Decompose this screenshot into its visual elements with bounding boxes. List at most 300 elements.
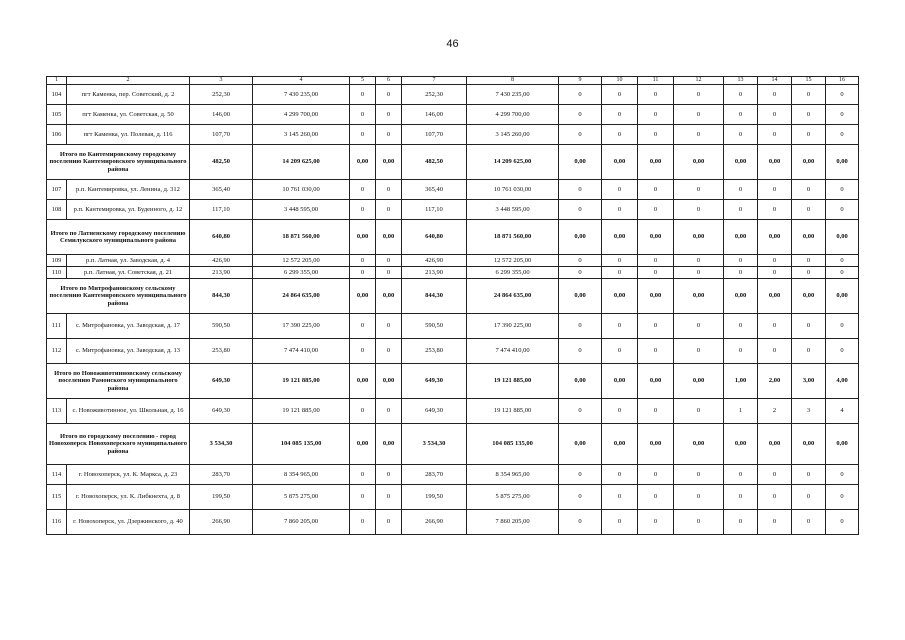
address-cell: р.п. Кантемировка, ул. Буденного, д. 12	[67, 200, 190, 220]
column-number: 15	[792, 77, 826, 85]
row-number: 116	[47, 510, 67, 535]
table-cell: 0	[350, 267, 376, 279]
table-cell: 0	[724, 105, 758, 125]
table-cell: 0	[674, 105, 724, 125]
table-cell: 0	[674, 510, 724, 535]
table-cell: 0	[674, 314, 724, 339]
table-cell: 0	[826, 255, 859, 267]
table-cell: 107,70	[402, 125, 467, 145]
table-cell: 0,00	[559, 145, 602, 180]
table-cell: 0	[674, 267, 724, 279]
table-cell: 8 354 965,00	[253, 465, 350, 485]
table-cell: 1	[724, 399, 758, 424]
table-cell: 0	[724, 180, 758, 200]
table-cell: 0,00	[376, 364, 402, 399]
address-cell: с. Митрофановка, ул. Заводская, д. 13	[67, 339, 190, 364]
table-row	[47, 105, 859, 125]
row-number: 112	[47, 339, 67, 364]
table-cell: 0	[602, 339, 638, 364]
table-row	[47, 510, 859, 535]
table-cell: 0	[602, 465, 638, 485]
row-number: 110	[47, 267, 67, 279]
table-cell: 0,00	[350, 364, 376, 399]
table-cell: 0	[792, 267, 826, 279]
table-cell: 6 299 355,00	[467, 267, 559, 279]
table-cell: 0	[724, 125, 758, 145]
subtotal-row	[47, 364, 859, 399]
table-cell: 0	[559, 180, 602, 200]
table-cell: 0	[350, 200, 376, 220]
table-cell: 0	[724, 200, 758, 220]
row-number: 108	[47, 200, 67, 220]
table-cell: 17 390 225,00	[467, 314, 559, 339]
table-cell: 0	[674, 85, 724, 105]
table-cell: 0,00	[792, 424, 826, 465]
table-cell: 0	[792, 314, 826, 339]
table-cell: 0,00	[559, 220, 602, 255]
row-number: 109	[47, 255, 67, 267]
table-cell: 1,00	[724, 364, 758, 399]
table-cell: 14 209 625,00	[467, 145, 559, 180]
table-cell: 0,00	[826, 220, 859, 255]
table-cell: 0	[376, 255, 402, 267]
table-row	[47, 180, 859, 200]
table-cell: 0	[350, 510, 376, 535]
table-cell: 0,00	[758, 220, 792, 255]
table-cell: 213,90	[402, 267, 467, 279]
table-cell: 0	[826, 339, 859, 364]
table-cell: 4,00	[826, 364, 859, 399]
table-cell: 0	[638, 339, 674, 364]
table-cell: 0,00	[674, 424, 724, 465]
subtotal-row	[47, 424, 859, 465]
table-cell: 0	[826, 180, 859, 200]
table-cell: 10 761 030,00	[467, 180, 559, 200]
table-cell: 0	[792, 85, 826, 105]
table-cell: 590,50	[402, 314, 467, 339]
table-cell: 3 448 595,00	[467, 200, 559, 220]
table-cell: 19 121 885,00	[253, 364, 350, 399]
table-cell: 0	[376, 180, 402, 200]
table-cell: 0	[758, 180, 792, 200]
table-cell: 0	[758, 125, 792, 145]
table-cell: 0	[602, 180, 638, 200]
address-cell: р.п. Латная, ул. Заводская, д. 4	[67, 255, 190, 267]
table-cell: 0,00	[350, 145, 376, 180]
table-row	[47, 85, 859, 105]
table-cell: 426,90	[402, 255, 467, 267]
table-cell: 365,40	[402, 180, 467, 200]
table-cell: 0,00	[376, 424, 402, 465]
table-cell: 117,10	[190, 200, 253, 220]
page-number: 46	[446, 38, 459, 50]
table-cell: 0	[638, 510, 674, 535]
table-cell: 146,00	[402, 105, 467, 125]
table-cell: 0	[758, 510, 792, 535]
table-cell: 0,00	[376, 145, 402, 180]
table-row	[47, 314, 859, 339]
table-cell: 266,90	[190, 510, 253, 535]
table-cell: 0	[602, 85, 638, 105]
table-cell: 0	[559, 510, 602, 535]
table-cell: 0,00	[724, 220, 758, 255]
table-cell: 649,30	[402, 399, 467, 424]
table-cell: 24 864 635,00	[253, 279, 350, 314]
table-cell: 14 209 625,00	[253, 145, 350, 180]
table-cell: 24 864 635,00	[467, 279, 559, 314]
table-cell: 0	[674, 180, 724, 200]
table-cell: 0	[724, 485, 758, 510]
table-cell: 0,00	[724, 424, 758, 465]
row-number: 107	[47, 180, 67, 200]
subtotal-label: Итого по Кантемировскому городскому поселению Кантемировского муниципального района	[47, 145, 190, 180]
table-cell: 0	[758, 105, 792, 125]
table-cell: 199,50	[402, 485, 467, 510]
table-cell: 0	[826, 485, 859, 510]
table-cell: 5 875 275,00	[467, 485, 559, 510]
table-cell: 0	[792, 105, 826, 125]
table-cell: 3 448 595,00	[253, 200, 350, 220]
row-number: 105	[47, 105, 67, 125]
table-cell: 0	[376, 510, 402, 535]
table-cell: 0	[602, 255, 638, 267]
table-cell: 0	[376, 485, 402, 510]
table-cell: 18 871 560,00	[467, 220, 559, 255]
column-number: 3	[190, 77, 253, 85]
row-number: 111	[47, 314, 67, 339]
table-cell: 3,00	[792, 364, 826, 399]
housing-register-table	[46, 76, 859, 535]
table-cell: 0,00	[638, 364, 674, 399]
table-cell: 0,00	[674, 364, 724, 399]
table-cell: 4	[826, 399, 859, 424]
row-number: 115	[47, 485, 67, 510]
table-cell: 0,00	[792, 145, 826, 180]
table-cell: 0	[376, 339, 402, 364]
table-cell: 0,00	[674, 145, 724, 180]
table-cell: 0	[350, 465, 376, 485]
table-cell: 10 761 030,00	[253, 180, 350, 200]
table-row	[47, 465, 859, 485]
table-cell: 104 085 135,00	[467, 424, 559, 465]
table-cell: 0,00	[376, 279, 402, 314]
table-cell: 0	[674, 125, 724, 145]
subtotal-label: Итого по Митрофановскому сельскому поселению Кантемировского муниципального района	[47, 279, 190, 314]
table-cell: 844,30	[402, 279, 467, 314]
table-cell: 0,00	[826, 145, 859, 180]
table-cell: 0	[602, 510, 638, 535]
table-cell: 0	[350, 255, 376, 267]
table-cell: 0	[602, 485, 638, 510]
table-cell: 0	[792, 510, 826, 535]
table-cell: 0	[350, 180, 376, 200]
table-cell: 0	[376, 267, 402, 279]
table-cell: 426,90	[190, 255, 253, 267]
table-cell: 0	[638, 465, 674, 485]
table-cell: 5 875 275,00	[253, 485, 350, 510]
table-cell: 3 145 260,00	[253, 125, 350, 145]
table-cell: 3	[792, 399, 826, 424]
table-cell: 0	[559, 85, 602, 105]
table-cell: 0,00	[602, 364, 638, 399]
table-cell: 4 299 700,00	[467, 105, 559, 125]
table-cell: 640,80	[190, 220, 253, 255]
row-number: 104	[47, 85, 67, 105]
table-cell: 0	[638, 85, 674, 105]
table-cell: 266,90	[402, 510, 467, 535]
table-cell: 0	[826, 267, 859, 279]
table-cell: 0,00	[638, 424, 674, 465]
table-cell: 0	[559, 105, 602, 125]
table-cell: 0	[559, 314, 602, 339]
column-number: 5	[350, 77, 376, 85]
table-cell: 0	[638, 399, 674, 424]
table-cell: 0,00	[826, 424, 859, 465]
address-cell: р.п. Латная, ул. Советская, д. 21	[67, 267, 190, 279]
column-number: 10	[602, 77, 638, 85]
table-cell: 0	[376, 105, 402, 125]
table-cell: 0	[559, 465, 602, 485]
table-cell: 0	[559, 267, 602, 279]
table-cell: 0,00	[559, 279, 602, 314]
column-number: 11	[638, 77, 674, 85]
table-cell: 0	[559, 200, 602, 220]
address-cell: г. Новохоперск, ул. К. Либкнехта, д. 8	[67, 485, 190, 510]
table-cell: 0	[559, 399, 602, 424]
table-cell: 0	[559, 125, 602, 145]
column-number: 6	[376, 77, 402, 85]
table-cell: 7 430 235,00	[467, 85, 559, 105]
table-cell: 0,00	[674, 279, 724, 314]
row-number: 106	[47, 125, 67, 145]
table-cell: 0,00	[602, 424, 638, 465]
table-cell: 0	[559, 485, 602, 510]
table-row	[47, 399, 859, 424]
table-cell: 0	[638, 125, 674, 145]
address-cell: г. Новохоперск, ул. Дзержинского, д. 40	[67, 510, 190, 535]
table-cell: 0,00	[350, 424, 376, 465]
table-cell: 213,90	[190, 267, 253, 279]
table-cell: 0,00	[638, 279, 674, 314]
table-cell: 0	[350, 399, 376, 424]
address-cell: р.п. Кантемировка, ул. Ленина, д. 312	[67, 180, 190, 200]
table-cell: 0	[602, 314, 638, 339]
subtotal-label: Итого по городскому поселению - город Новохоперск Новохоперского муниципального района	[47, 424, 190, 465]
table-cell: 482,50	[402, 145, 467, 180]
table-cell: 0	[792, 200, 826, 220]
table-cell: 649,30	[402, 364, 467, 399]
table-cell: 253,80	[190, 339, 253, 364]
table-cell: 0	[674, 200, 724, 220]
address-cell: г. Новохоперск, ул. К. Маркса, д. 23	[67, 465, 190, 485]
table-cell: 19 121 885,00	[467, 364, 559, 399]
address-cell: с. Митрофановка, ул. Заводская, д. 17	[67, 314, 190, 339]
table-cell: 252,30	[402, 85, 467, 105]
table-cell: 0	[350, 485, 376, 510]
column-number: 8	[467, 77, 559, 85]
table-cell: 0	[792, 465, 826, 485]
table-cell: 12 572 205,00	[253, 255, 350, 267]
table-cell: 104 085 135,00	[253, 424, 350, 465]
table-cell: 0,00	[674, 220, 724, 255]
column-number: 12	[674, 77, 724, 85]
table-cell: 640,80	[402, 220, 467, 255]
table-cell: 8 354 965,00	[467, 465, 559, 485]
table-cell: 0,00	[638, 145, 674, 180]
table-cell: 0	[350, 125, 376, 145]
table-cell: 0	[638, 267, 674, 279]
header-row	[47, 77, 859, 85]
table-cell: 18 871 560,00	[253, 220, 350, 255]
table-cell: 0,00	[559, 364, 602, 399]
table-cell: 0,00	[724, 145, 758, 180]
table-cell: 482,50	[190, 145, 253, 180]
row-number: 114	[47, 465, 67, 485]
table-cell: 0	[376, 465, 402, 485]
table-cell: 0	[826, 105, 859, 125]
table-row	[47, 339, 859, 364]
table-row	[47, 200, 859, 220]
table-cell: 0	[350, 339, 376, 364]
table-cell: 0	[758, 485, 792, 510]
table-cell: 7 474 410,00	[467, 339, 559, 364]
table-cell: 0	[376, 200, 402, 220]
table-cell: 12 572 205,00	[467, 255, 559, 267]
table-cell: 0,00	[792, 279, 826, 314]
column-number: 4	[253, 77, 350, 85]
table-cell: 0,00	[602, 279, 638, 314]
table-cell: 0	[724, 339, 758, 364]
table-cell: 0	[758, 339, 792, 364]
table-cell: 0	[758, 314, 792, 339]
table-cell: 7 860 205,00	[467, 510, 559, 535]
table-cell: 0	[826, 510, 859, 535]
table-cell: 107,70	[190, 125, 253, 145]
column-number: 14	[758, 77, 792, 85]
table-cell: 0	[602, 105, 638, 125]
table-cell: 0	[602, 125, 638, 145]
subtotal-label: Итого по Новоживотинновскому сельскому поселению Рамонского муниципального района	[47, 364, 190, 399]
table-cell: 0	[792, 180, 826, 200]
table-cell: 0	[559, 255, 602, 267]
table-cell: 0	[724, 314, 758, 339]
table-cell: 0	[826, 85, 859, 105]
table-cell: 117,10	[402, 200, 467, 220]
table-cell: 0,00	[758, 279, 792, 314]
table-cell: 3 145 260,00	[467, 125, 559, 145]
table-cell: 0	[792, 255, 826, 267]
table-cell: 0	[638, 314, 674, 339]
table-cell: 0	[602, 267, 638, 279]
column-number: 16	[826, 77, 859, 85]
table-cell: 252,30	[190, 85, 253, 105]
table-cell: 146,00	[190, 105, 253, 125]
table-cell: 0,00	[758, 424, 792, 465]
table-cell: 7 860 205,00	[253, 510, 350, 535]
address-cell: пгт Каменка, пер. Советский, д. 2	[67, 85, 190, 105]
table-cell: 0	[602, 399, 638, 424]
table-cell: 844,30	[190, 279, 253, 314]
table-cell: 0,00	[792, 220, 826, 255]
table-cell: 7 430 235,00	[253, 85, 350, 105]
table-cell: 0	[638, 180, 674, 200]
table-cell: 0	[674, 255, 724, 267]
table-cell: 0	[638, 485, 674, 510]
table-cell: 0	[674, 399, 724, 424]
table-cell: 0	[826, 314, 859, 339]
table-cell: 283,70	[190, 465, 253, 485]
table-cell: 2,00	[758, 364, 792, 399]
table-cell: 0	[674, 485, 724, 510]
table-cell: 0	[758, 465, 792, 485]
subtotal-row	[47, 220, 859, 255]
table-cell: 0,00	[350, 279, 376, 314]
table-cell: 0,00	[602, 145, 638, 180]
address-cell: пгт Каменка, ул. Полевая, д. 116	[67, 125, 190, 145]
table-cell: 0	[376, 125, 402, 145]
column-number: 13	[724, 77, 758, 85]
table-cell: 3 534,30	[190, 424, 253, 465]
subtotal-row	[47, 145, 859, 180]
table-cell: 19 121 885,00	[467, 399, 559, 424]
table-cell: 3 534,30	[402, 424, 467, 465]
table-cell: 0	[758, 200, 792, 220]
table-cell: 17 390 225,00	[253, 314, 350, 339]
table-cell: 0	[792, 339, 826, 364]
column-number: 9	[559, 77, 602, 85]
column-number: 1	[47, 77, 67, 85]
table-cell: 0	[559, 339, 602, 364]
column-number: 2	[67, 77, 190, 85]
table-cell: 4 299 700,00	[253, 105, 350, 125]
table-cell: 0	[638, 200, 674, 220]
table-row	[47, 255, 859, 267]
table-cell: 0,00	[758, 145, 792, 180]
table-cell: 0,00	[559, 424, 602, 465]
subtotal-label: Итого по Латненскому городскому поселению Семилукского муниципального района	[47, 220, 190, 255]
table-cell: 0,00	[638, 220, 674, 255]
table-cell: 6 299 355,00	[253, 267, 350, 279]
table-cell: 0	[724, 510, 758, 535]
table-cell: 0	[376, 314, 402, 339]
table-body	[47, 77, 859, 535]
table-cell: 0,00	[724, 279, 758, 314]
table-cell: 0	[724, 465, 758, 485]
table-cell: 0,00	[602, 220, 638, 255]
table-cell: 649,30	[190, 364, 253, 399]
table-cell: 0	[638, 255, 674, 267]
table-cell: 0	[376, 399, 402, 424]
table-cell: 0	[376, 85, 402, 105]
row-number: 113	[47, 399, 67, 424]
table-cell: 590,50	[190, 314, 253, 339]
column-number: 7	[402, 77, 467, 85]
table-cell: 0	[724, 267, 758, 279]
subtotal-row	[47, 279, 859, 314]
address-cell: с. Новоживотинное, ул. Школьная, д. 16	[67, 399, 190, 424]
table-row	[47, 485, 859, 510]
address-cell: пгт Каменка, ул. Советская, д. 50	[67, 105, 190, 125]
table-cell: 253,80	[402, 339, 467, 364]
table-row	[47, 267, 859, 279]
table-cell: 0,00	[826, 279, 859, 314]
table-cell: 0	[792, 125, 826, 145]
table-cell: 0	[758, 85, 792, 105]
table-cell: 0,00	[376, 220, 402, 255]
table-row	[47, 125, 859, 145]
table-cell: 0	[638, 105, 674, 125]
table-cell: 0	[724, 85, 758, 105]
